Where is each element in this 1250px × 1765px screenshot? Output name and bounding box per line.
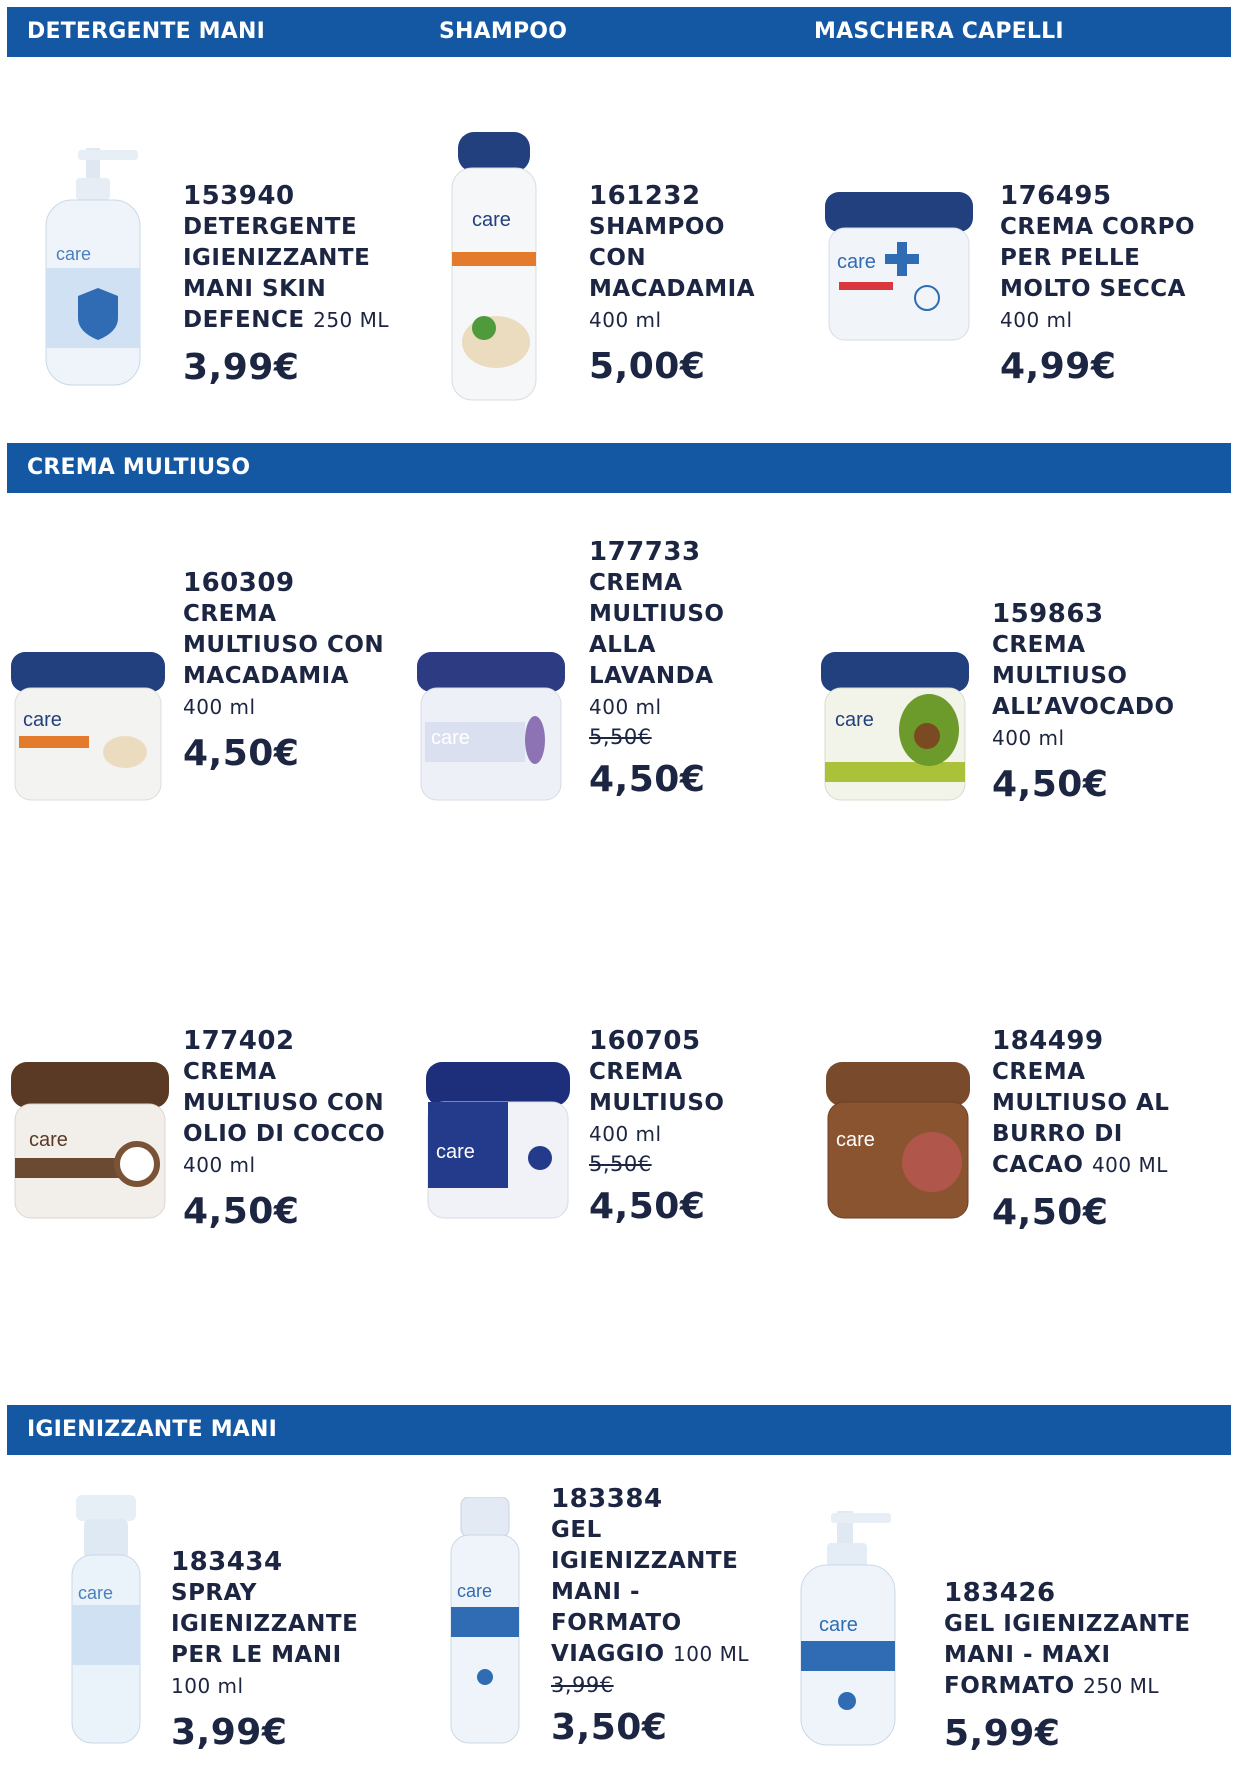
product-code: 159863	[992, 599, 1104, 629]
care-label: care	[472, 209, 511, 231]
product-code: 184499	[992, 1026, 1104, 1056]
product-info-160705	[589, 1025, 739, 1229]
product-code: 183384	[551, 1484, 663, 1514]
product-image-jar-macadamia	[9, 652, 167, 804]
care-label: care	[457, 1581, 493, 1601]
product-image-travel-gel	[447, 1497, 523, 1747]
product-image-jar-coconut	[9, 1062, 171, 1222]
section-bar-top	[7, 7, 1231, 57]
product-code: 161232	[589, 181, 701, 211]
section-title-igienizzante-mani: IGIENIZZANTE MANI	[27, 1417, 278, 1442]
product-image-jar-avocado	[819, 652, 971, 804]
product-price: 5,99€	[944, 1713, 1061, 1754]
product-price: 4,50€	[183, 733, 300, 774]
product-price: 4,50€	[589, 759, 706, 800]
product-name: SHAMPOO CON MACADAMIA	[589, 214, 756, 302]
product-volume: 250 ML	[313, 308, 390, 332]
care-label: care	[23, 709, 62, 731]
care-label: care	[78, 1583, 114, 1603]
care-label: care	[837, 251, 876, 273]
product-code: 177402	[183, 1026, 295, 1056]
product-name: GEL IGIENIZZANTE MANI - MAXI FORMATO	[944, 1611, 1191, 1699]
product-volume: 400 ml	[183, 695, 256, 719]
product-info-176495	[1000, 180, 1210, 389]
product-code: 160309	[183, 568, 295, 598]
product-info-177733	[589, 536, 739, 802]
product-price: 4,50€	[992, 1192, 1109, 1233]
product-info-183434	[171, 1546, 381, 1755]
section-bar-igienizzante-mani	[7, 1405, 1231, 1455]
product-price: 3,50€	[551, 1707, 668, 1748]
product-old-price: 5,50€	[589, 725, 652, 749]
product-info-177402	[183, 1025, 393, 1234]
product-image-jar-cocoa	[822, 1062, 974, 1222]
care-label: care	[836, 1129, 875, 1151]
care-label: care	[436, 1141, 475, 1163]
product-price: 4,50€	[589, 1186, 706, 1227]
product-name: CREMA CORPO PER PELLE MOLTO SECCA	[1000, 214, 1196, 302]
product-code: 176495	[1000, 181, 1112, 211]
product-info-161232	[589, 180, 779, 389]
product-price: 4,99€	[1000, 346, 1117, 387]
product-name: CREMA MULTIUSO AL BURRO DI CACAO	[992, 1059, 1170, 1178]
section-bar-crema-multiuso	[7, 443, 1231, 493]
product-name: CREMA MULTIUSO CON OLIO DI COCCO	[183, 1059, 386, 1147]
product-name: CREMA MULTIUSO ALL’AVOCADO	[992, 632, 1175, 720]
product-image-spray-bottle	[66, 1495, 146, 1747]
care-label: care	[56, 244, 92, 264]
product-info-160309	[183, 567, 393, 776]
product-image-jar-lavender	[415, 652, 567, 804]
care-label: care	[819, 1614, 858, 1636]
section-title-shampoo: SHAMPOO	[439, 19, 568, 44]
product-code: 153940	[183, 181, 295, 211]
care-label: care	[431, 727, 470, 749]
product-image-pump-bottle	[38, 148, 148, 388]
product-volume: 400 ml	[1000, 308, 1073, 332]
product-name: CREMA MULTIUSO	[589, 1059, 725, 1116]
product-price: 5,00€	[589, 346, 706, 387]
product-info-183426	[944, 1577, 1204, 1756]
product-name: GEL IGIENIZZANTE MANI - FORMATO VIAGGIO	[551, 1517, 739, 1667]
product-volume: 400 ml	[183, 1153, 256, 1177]
product-volume: 400 ml	[589, 695, 662, 719]
product-code: 160705	[589, 1026, 701, 1056]
care-label: care	[835, 709, 874, 731]
product-info-183384	[551, 1483, 756, 1750]
section-title-detergente-mani: DETERGENTE MANI	[27, 19, 265, 44]
product-code: 183434	[171, 1547, 283, 1577]
section-title-crema-multiuso: CREMA MULTIUSO	[27, 455, 251, 480]
product-code: 183426	[944, 1578, 1056, 1608]
product-volume: 400 ml	[589, 1122, 662, 1146]
product-image-jar-classic	[422, 1062, 574, 1222]
product-price: 3,99€	[183, 347, 300, 388]
product-image-jar-navy	[823, 192, 975, 344]
product-old-price: 5,50€	[589, 1152, 652, 1176]
product-image-shampoo-bottle	[448, 132, 540, 404]
product-name: CREMA MULTIUSO ALLA LAVANDA	[589, 570, 725, 689]
product-image-maxi-gel-pump	[797, 1511, 899, 1749]
product-info-184499	[992, 1025, 1197, 1235]
product-name: DETERGENTE IGIENIZZANTE MANI SKIN DEFENCE	[183, 214, 371, 333]
product-volume: 400 ml	[992, 726, 1065, 750]
product-info-159863	[992, 598, 1212, 807]
product-name: CREMA MULTIUSO CON MACADAMIA	[183, 601, 385, 689]
product-price: 4,50€	[992, 764, 1109, 805]
care-label: care	[29, 1129, 68, 1151]
product-info-153940	[183, 180, 433, 390]
section-title-maschera-capelli: MASCHERA CAPELLI	[814, 19, 1064, 44]
product-volume: 250 ML	[1083, 1674, 1160, 1698]
product-price: 4,50€	[183, 1191, 300, 1232]
product-old-price: 3,99€	[551, 1673, 614, 1697]
product-volume: 400 ml	[589, 308, 662, 332]
product-name: SPRAY IGIENIZZANTE PER LE MANI	[171, 1580, 359, 1668]
product-volume: 100 ml	[171, 1674, 244, 1698]
product-code: 177733	[589, 537, 701, 567]
product-volume: 400 ML	[1091, 1153, 1168, 1177]
product-price: 3,99€	[171, 1712, 288, 1753]
product-volume: 100 ML	[673, 1642, 749, 1666]
